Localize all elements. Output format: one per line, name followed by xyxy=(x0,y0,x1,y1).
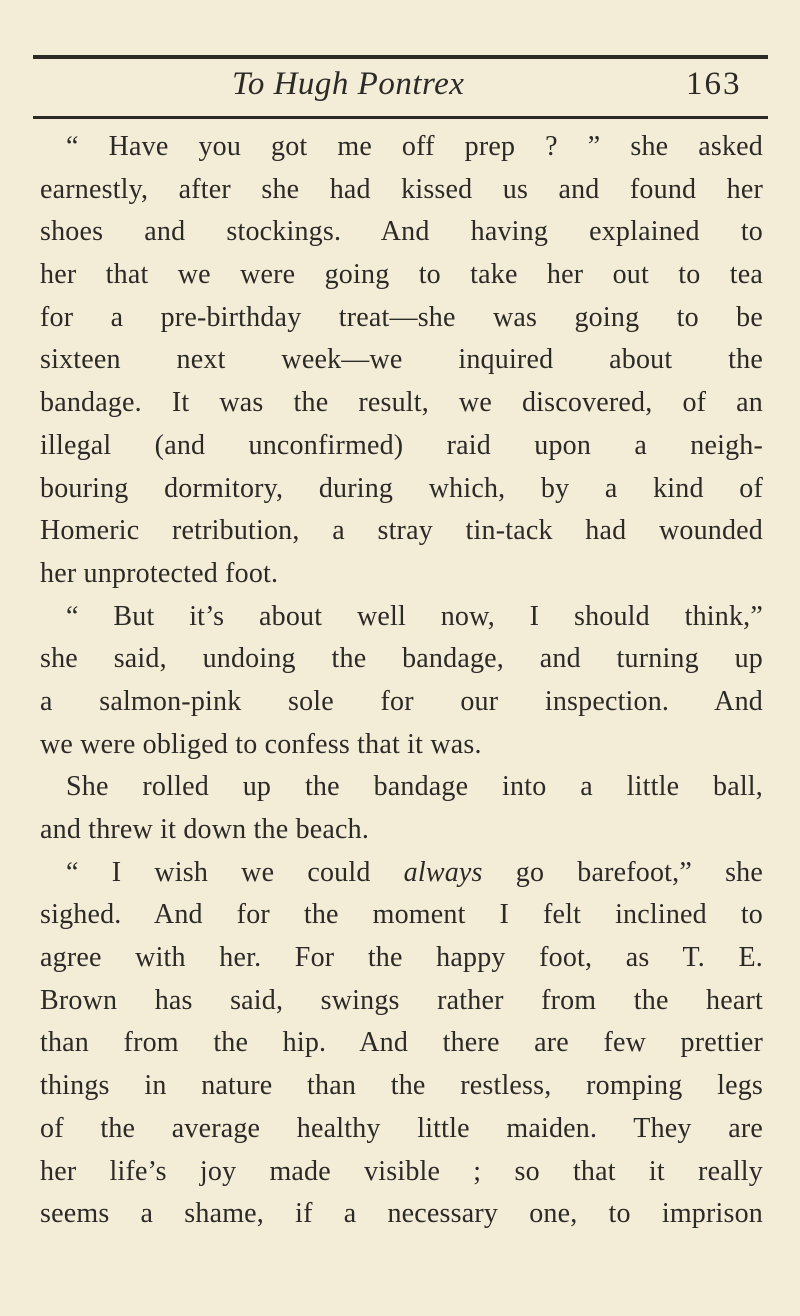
italic-word: always xyxy=(403,856,483,888)
text-line: her that we were going to take her out to tea xyxy=(40,259,763,291)
text-line: things in nature than the restless, romping legs xyxy=(40,1070,763,1102)
text-line: Homeric retribution, a stray tin-tack had wounded xyxy=(40,515,763,547)
text-line: “ But it’s about well now, I should think,” xyxy=(66,600,763,632)
header-rule-top xyxy=(33,55,768,59)
text-line: and threw it down the beach. xyxy=(40,814,370,845)
running-head-title: To Hugh Pontrex xyxy=(232,66,465,102)
text-line: Brown has said, swings rather from the heart xyxy=(40,984,763,1016)
text-line: “ Have you got me off prep ? ” she asked xyxy=(66,131,763,162)
text-line: than from the hip. And there are few prettier xyxy=(40,1027,763,1059)
page-number: 163 xyxy=(686,66,742,102)
text-line: sighed. And for the moment I felt inclined to xyxy=(40,899,763,931)
text-line: of the average healthy little maiden. They are xyxy=(40,1112,763,1144)
header-rule-bottom xyxy=(33,116,768,119)
body-text xyxy=(40,126,763,1236)
text-line: her unprotected foot. xyxy=(40,557,279,589)
text-line xyxy=(40,852,763,895)
text-segment: go barefoot,” she xyxy=(515,856,764,888)
text-segment: “ I wish we could xyxy=(66,856,371,888)
text-line: shoes and stockings. And having explained to xyxy=(40,216,763,248)
text-line: she said, undoing the bandage, and turning up xyxy=(40,643,763,675)
text-line: seems a shame, if a necessary one, to imprison xyxy=(40,1198,763,1230)
text-line: for a pre-birthday treat—she was going to be xyxy=(40,301,763,333)
text-line: a salmon-pink sole for our inspection. And xyxy=(40,685,763,717)
text-line: bandage. It was the result, we discovered, of an xyxy=(40,387,763,419)
text-line: bouring dormitory, during which, by a kind of xyxy=(40,472,763,504)
text-line: illegal (and unconfirmed) raid upon a neigh- xyxy=(40,429,763,461)
text-line: we were obliged to confess that it was. xyxy=(40,728,482,760)
running-head xyxy=(0,62,800,110)
text-line: agree with her. For the happy foot, as T. E. xyxy=(40,942,763,974)
text-line: her life’s joy made visible ; so that it really xyxy=(40,1155,763,1187)
text-line: earnestly, after she had kissed us and found her xyxy=(40,173,763,205)
text-line: sixteen next week—we inquired about the xyxy=(40,344,763,376)
text-line: She rolled up the bandage into a little ball, xyxy=(66,771,763,803)
